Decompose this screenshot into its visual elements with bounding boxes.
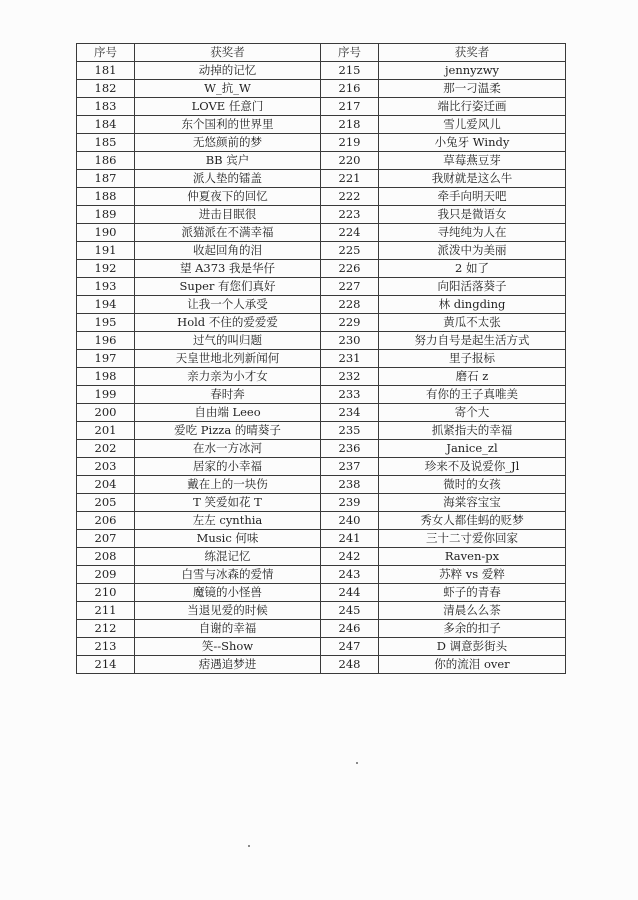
cell-winner-left: 自由端 Leeo (135, 404, 321, 422)
cell-number-right: 237 (321, 458, 379, 476)
cell-number-right: 220 (321, 152, 379, 170)
cell-number-right: 221 (321, 170, 379, 188)
cell-winner-left: 东个国利的世界里 (135, 116, 321, 134)
cell-number-left: 209 (77, 566, 135, 584)
cell-winner-right: 努力自号是起生活方式 (379, 332, 566, 350)
cell-number-left: 182 (77, 80, 135, 98)
cell-winner-left: 派猫派在不满幸福 (135, 224, 321, 242)
cell-number-left: 206 (77, 512, 135, 530)
table-row (77, 260, 566, 278)
cell-number-right: 245 (321, 602, 379, 620)
table-row (77, 242, 566, 260)
cell-winner-right: 珍来不及说爱你_Jl (379, 458, 566, 476)
cell-number-right: 222 (321, 188, 379, 206)
cell-winner-right: 我只是微语女 (379, 206, 566, 224)
cell-number-left: 186 (77, 152, 135, 170)
table-row (77, 314, 566, 332)
table-row (77, 116, 566, 134)
cell-number-right: 217 (321, 98, 379, 116)
cell-winner-left: 白雪与冰森的爱情 (135, 566, 321, 584)
cell-winner-right: 寄个大 (379, 404, 566, 422)
cell-number-left: 183 (77, 98, 135, 116)
cell-number-right: 231 (321, 350, 379, 368)
cell-number-right: 230 (321, 332, 379, 350)
cell-number-right: 229 (321, 314, 379, 332)
cell-winner-right: D 调意彭街头 (379, 638, 566, 656)
table-row (77, 332, 566, 350)
cell-winner-left: 过气的叫归题 (135, 332, 321, 350)
cell-number-left: 211 (77, 602, 135, 620)
cell-number-right: 225 (321, 242, 379, 260)
cell-winner-right: 三十二寸爱你回家 (379, 530, 566, 548)
cell-winner-right: 多余的扣子 (379, 620, 566, 638)
cell-number-right: 246 (321, 620, 379, 638)
cell-winner-left: 自谢的幸福 (135, 620, 321, 638)
table-row (77, 62, 566, 80)
cell-winner-left: Music 何味 (135, 530, 321, 548)
cell-number-right: 247 (321, 638, 379, 656)
cell-number-right: 226 (321, 260, 379, 278)
cell-number-right: 238 (321, 476, 379, 494)
table-row (77, 620, 566, 638)
cell-number-left: 208 (77, 548, 135, 566)
cell-winner-left: 无悠颜前的梦 (135, 134, 321, 152)
cell-winner-left: 动掉的记忆 (135, 62, 321, 80)
cell-winner-left: 居家的小幸福 (135, 458, 321, 476)
header-number-right: 序号 (321, 44, 379, 62)
cell-number-right: 241 (321, 530, 379, 548)
table-row (77, 386, 566, 404)
table-row (77, 458, 566, 476)
cell-number-left: 184 (77, 116, 135, 134)
cell-number-left: 189 (77, 206, 135, 224)
table-header-row (77, 44, 566, 62)
cell-number-right: 236 (321, 440, 379, 458)
cell-winner-right: 你的流泪 over (379, 656, 566, 674)
header-winner-right: 获奖者 (379, 44, 566, 62)
table-row (77, 134, 566, 152)
cell-winner-right: 秀女人都佳蚂的贬梦 (379, 512, 566, 530)
cell-winner-right: 小兔牙 Windy (379, 134, 566, 152)
cell-number-right: 242 (321, 548, 379, 566)
cell-winner-left: 练混记忆 (135, 548, 321, 566)
table-row (77, 404, 566, 422)
cell-winner-right: Janice_zl (379, 440, 566, 458)
table-row (77, 476, 566, 494)
cell-winner-right: 清晨么么茶 (379, 602, 566, 620)
cell-number-right: 219 (321, 134, 379, 152)
cell-number-right: 240 (321, 512, 379, 530)
cell-winner-left: LOVE 任意门 (135, 98, 321, 116)
table-row (77, 152, 566, 170)
cell-winner-left: 笑--Show (135, 638, 321, 656)
cell-winner-right: 向阳活落葵子 (379, 278, 566, 296)
table-row (77, 440, 566, 458)
table-row (77, 512, 566, 530)
cell-winner-left: 望 A373 我是华仔 (135, 260, 321, 278)
cell-number-left: 193 (77, 278, 135, 296)
cell-winner-left: 当退见爱的时候 (135, 602, 321, 620)
cell-number-right: 235 (321, 422, 379, 440)
cell-winner-left: 派人垫的镭盖 (135, 170, 321, 188)
cell-winner-left: 亲力亲为小才女 (135, 368, 321, 386)
cell-winner-right: 端比行姿迁画 (379, 98, 566, 116)
cell-number-left: 202 (77, 440, 135, 458)
cell-winner-right: 雪儿爱风儿 (379, 116, 566, 134)
cell-number-left: 196 (77, 332, 135, 350)
cell-winner-right: jennyzwy (379, 62, 566, 80)
cell-winner-left: 仲夏夜下的回忆 (135, 188, 321, 206)
table-row (77, 278, 566, 296)
cell-winner-right: 2 如了 (379, 260, 566, 278)
cell-number-left: 204 (77, 476, 135, 494)
cell-winner-right: 有你的王子真唯美 (379, 386, 566, 404)
header-number-left: 序号 (77, 44, 135, 62)
table-row (77, 188, 566, 206)
cell-number-left: 203 (77, 458, 135, 476)
cell-winner-right: 微时的女孩 (379, 476, 566, 494)
cell-winner-right: 派泼中为美丽 (379, 242, 566, 260)
cell-winner-right: 里子报标 (379, 350, 566, 368)
cell-number-right: 216 (321, 80, 379, 98)
cell-number-right: 228 (321, 296, 379, 314)
table-row (77, 206, 566, 224)
cell-number-left: 188 (77, 188, 135, 206)
cell-winner-left: 左左 cynthia (135, 512, 321, 530)
cell-number-right: 227 (321, 278, 379, 296)
table-row (77, 530, 566, 548)
cell-number-right: 243 (321, 566, 379, 584)
cell-number-left: 191 (77, 242, 135, 260)
cell-number-right: 224 (321, 224, 379, 242)
table-row (77, 296, 566, 314)
cell-number-left: 210 (77, 584, 135, 602)
table-row (77, 602, 566, 620)
cell-number-left: 200 (77, 404, 135, 422)
cell-number-right: 244 (321, 584, 379, 602)
cell-winner-right: 草莓燕豆芽 (379, 152, 566, 170)
cell-winner-right: 磨石 z (379, 368, 566, 386)
table-row (77, 566, 566, 584)
cell-number-right: 218 (321, 116, 379, 134)
cell-winner-right: 林 dingding (379, 296, 566, 314)
cell-winner-left: 收起回角的泪 (135, 242, 321, 260)
cell-number-right: 223 (321, 206, 379, 224)
table-row (77, 350, 566, 368)
cell-winner-right: 黄瓜不太张 (379, 314, 566, 332)
cell-number-right: 239 (321, 494, 379, 512)
table-row (77, 80, 566, 98)
table-row (77, 548, 566, 566)
cell-number-left: 201 (77, 422, 135, 440)
cell-winner-right: 我财就是这么牛 (379, 170, 566, 188)
table-row (77, 224, 566, 242)
scan-speck (356, 762, 358, 764)
scan-speck (248, 845, 250, 847)
cell-winner-right: 寻纯纯为人在 (379, 224, 566, 242)
cell-number-left: 190 (77, 224, 135, 242)
cell-number-right: 233 (321, 386, 379, 404)
cell-winner-left: 进击目眠很 (135, 206, 321, 224)
cell-number-left: 205 (77, 494, 135, 512)
cell-winner-right: 海棠容宝宝 (379, 494, 566, 512)
cell-number-left: 187 (77, 170, 135, 188)
cell-winner-left: W_抗_W (135, 80, 321, 98)
cell-number-right: 215 (321, 62, 379, 80)
cell-winner-left: 让我一个人承受 (135, 296, 321, 314)
table-row (77, 656, 566, 674)
cell-winner-right: 牵手向明天吧 (379, 188, 566, 206)
table-row (77, 494, 566, 512)
cell-winner-left: 春时奔 (135, 386, 321, 404)
cell-number-left: 207 (77, 530, 135, 548)
cell-winner-left: Super 有您们真好 (135, 278, 321, 296)
cell-number-left: 192 (77, 260, 135, 278)
cell-number-left: 214 (77, 656, 135, 674)
cell-winner-left: 戴在上的一块伤 (135, 476, 321, 494)
table-row (77, 170, 566, 188)
cell-number-left: 194 (77, 296, 135, 314)
table-row (77, 98, 566, 116)
cell-number-left: 198 (77, 368, 135, 386)
cell-number-left: 185 (77, 134, 135, 152)
table-row (77, 368, 566, 386)
winners-table-body (77, 62, 566, 674)
cell-winner-left: T 笑爱如花 T (135, 494, 321, 512)
header-winner-left: 获奖者 (135, 44, 321, 62)
cell-number-left: 181 (77, 62, 135, 80)
winners-table (76, 43, 566, 674)
cell-number-left: 212 (77, 620, 135, 638)
cell-number-left: 199 (77, 386, 135, 404)
cell-winner-right: 抓紧指夫的幸福 (379, 422, 566, 440)
table-row (77, 422, 566, 440)
table-row (77, 638, 566, 656)
cell-number-left: 197 (77, 350, 135, 368)
cell-winner-left: 痞遇追梦进 (135, 656, 321, 674)
cell-winner-left: 魔镜的小怪兽 (135, 584, 321, 602)
cell-winner-left: 在水一方冰河 (135, 440, 321, 458)
cell-number-right: 234 (321, 404, 379, 422)
cell-winner-right: 那一刁温柔 (379, 80, 566, 98)
cell-winner-right: 苏粹 vs 爱粹 (379, 566, 566, 584)
cell-winner-right: 虾子的青春 (379, 584, 566, 602)
cell-number-left: 195 (77, 314, 135, 332)
cell-winner-left: 天皇世地北列新闻何 (135, 350, 321, 368)
cell-winner-left: BB 宾户 (135, 152, 321, 170)
cell-winner-right: Raven-px (379, 548, 566, 566)
cell-number-right: 232 (321, 368, 379, 386)
cell-number-left: 213 (77, 638, 135, 656)
table-row (77, 584, 566, 602)
cell-number-right: 248 (321, 656, 379, 674)
cell-winner-left: Hold 不住的爱爱爱 (135, 314, 321, 332)
cell-winner-left: 爱吃 Pizza 的晴葵子 (135, 422, 321, 440)
